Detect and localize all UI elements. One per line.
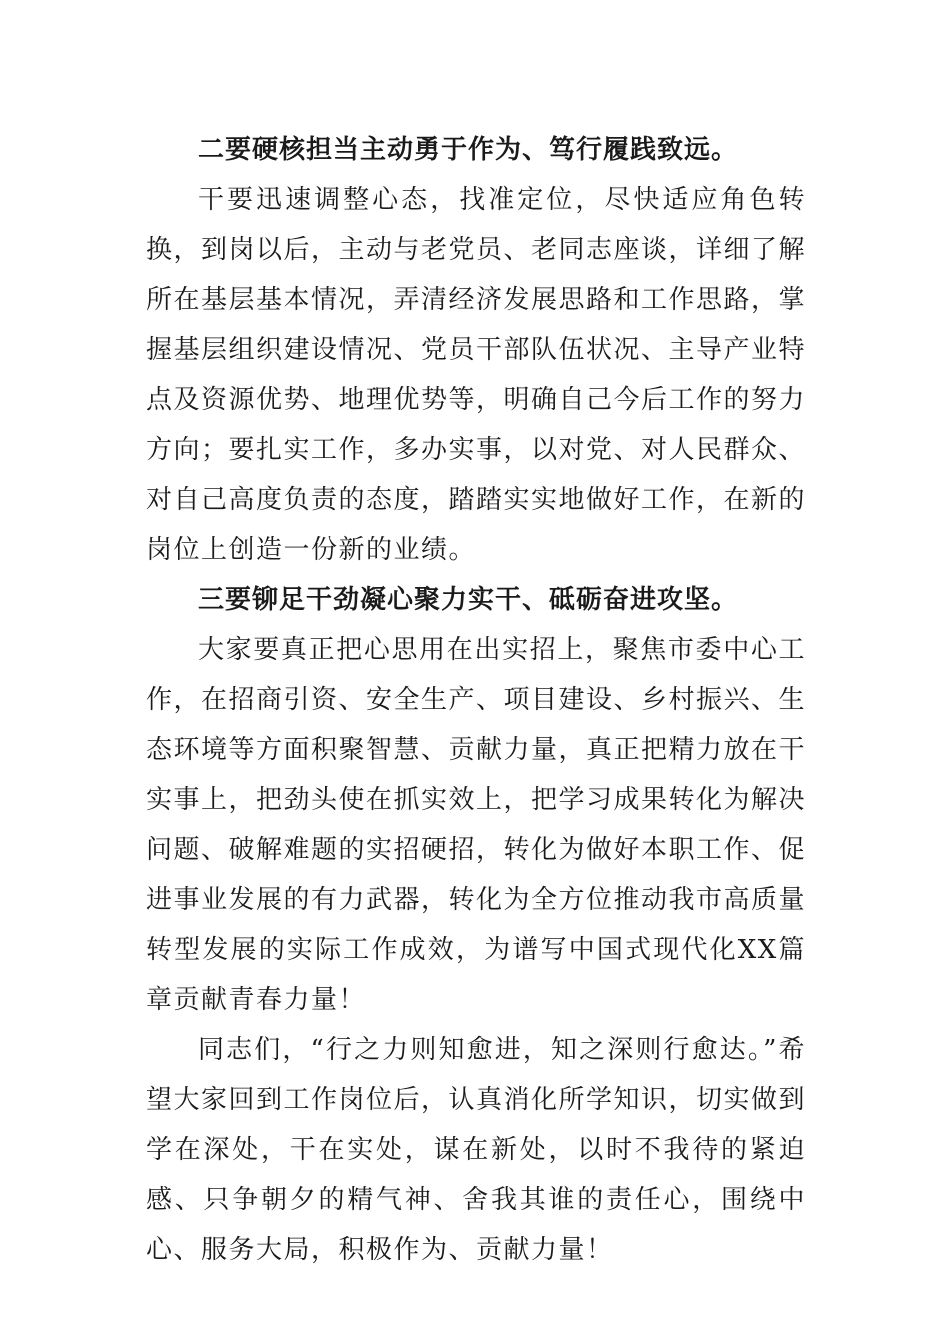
paragraph-closing: 同志们，“行之力则知愈进，知之深则行愈达。”希望大家回到工作岗位后，认真消化所学知识，切实做到学在深处，干在实处，谋在新处，以时不我待的紧迫感、只争朝夕的精气神、舍我其谁的责任心，围绕中心、服务大局，积极作为、贡献力量！ bbox=[146, 1035, 807, 1265]
document-body bbox=[146, 125, 806, 1275]
section-heading-two: 二要硬核担当主动勇于作为、笃行履践致远。 bbox=[198, 135, 739, 165]
section-heading-three: 三要铆足干劲凝心聚力实干、砥砺奋进攻坚。 bbox=[198, 585, 739, 615]
paragraph-section-three: 大家要真正把心思用在出实招上，聚焦市委中心工作，在招商引资、安全生产、项目建设、乡村振兴、生态环境等方面积聚智慧、贡献力量，真正把精力放在干实事上，把劲头使在抓实效上，把学习成果转化为解决问题、破解难题的实招硬招，转化为做好本职工作、促进事业发展的有力武器，转化为全方位推动我市高质量转型发展的实际工作成效，为谱写中国式现代化XX篇章贡献青春力量！ bbox=[146, 635, 807, 1015]
paragraph-section-two: 干要迅速调整心态，找准定位，尽快适应角色转换，到岗以后，主动与老党员、老同志座谈，详细了解所在基层基本情况，弄清经济发展思路和工作思路，掌握基层组织建设情况、党员干部队伍状况、主导产业特点及资源优势、地理优势等，明确自己今后工作的努力方向；要扎实工作，多办实事，以对党、对人民群众、对自己高度负责的态度，踏踏实实地做好工作，在新的岗位上创造一份新的业绩。 bbox=[146, 185, 807, 565]
